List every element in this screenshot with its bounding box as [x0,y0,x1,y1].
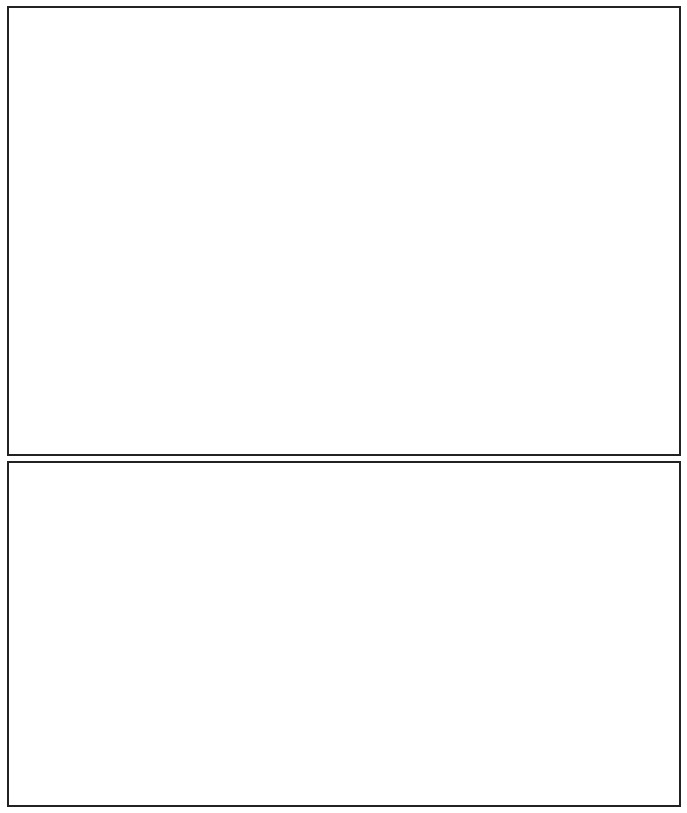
annual-years-grid [7,461,681,807]
pillars-and-luck-grid [7,6,681,456]
